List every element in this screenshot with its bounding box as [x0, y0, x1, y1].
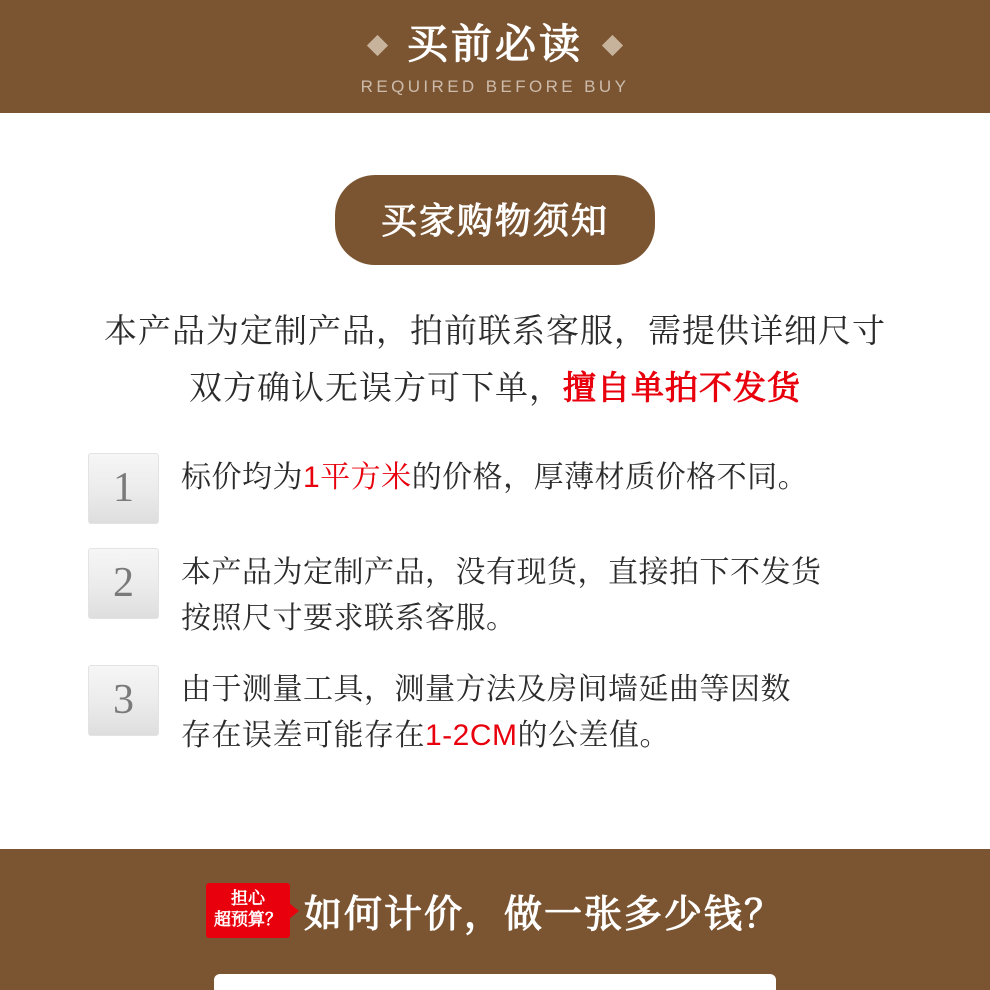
item-text-part: 标价均为	[181, 461, 303, 494]
list-item	[88, 665, 918, 758]
notice-item-list	[88, 453, 918, 782]
diamond-icon-right	[602, 34, 623, 55]
item-text	[181, 665, 791, 758]
list-item	[88, 548, 918, 641]
bottom-banner-title: 如何计价，做一张多少钱？	[303, 894, 784, 936]
item-text-line: 本产品为定制产品，没有现货，直接拍下不发货	[181, 556, 822, 589]
item-number-badge: 2	[88, 548, 159, 619]
item-text-highlight: 1平方米	[303, 461, 412, 494]
bottom-white-strip	[214, 974, 776, 990]
item-number-badge: 1	[88, 453, 159, 524]
item-text-line	[181, 713, 791, 759]
list-item	[88, 453, 918, 524]
top-banner-title: 买前必读	[407, 21, 583, 68]
top-banner	[0, 0, 990, 113]
budget-tag-line-2: 超预算？	[213, 910, 282, 929]
item-text	[181, 548, 822, 641]
lead-paragraph	[0, 303, 990, 417]
section-heading-pill: 买家购物须知	[335, 175, 655, 265]
bottom-banner-row	[0, 883, 990, 938]
lead-line-2	[0, 360, 990, 417]
item-text-line: 由于测量工具，测量方法及房间墙延曲等因数	[181, 673, 791, 707]
item-text	[181, 453, 808, 501]
lead-line-2-prefix: 双方确认无误方可下单，	[189, 368, 563, 406]
budget-tag-line-1: 担心	[230, 889, 265, 909]
lead-line-1: 本产品为定制产品，拍前联系客服，需提供详细尺寸	[104, 312, 886, 349]
top-banner-title-row	[370, 22, 620, 67]
item-text-highlight: 1-2CM	[425, 718, 518, 752]
item-text-part: 的公差值。	[517, 718, 671, 752]
diamond-icon-left	[367, 34, 388, 55]
bottom-banner	[0, 849, 990, 990]
notice-section	[0, 113, 990, 849]
item-text-part: 存在误差可能存在	[181, 718, 425, 752]
item-text-line: 按照尺寸要求联系客服。	[181, 601, 517, 635]
lead-line-2-highlight: 擅自单拍不发货	[563, 368, 801, 406]
budget-tag	[206, 883, 290, 937]
top-banner-subtitle: REQUIRED BEFORE BUY	[360, 76, 630, 96]
item-text-part: 的价格，厚薄材质价格不同。	[411, 461, 809, 494]
item-number-badge: 3	[88, 665, 159, 736]
